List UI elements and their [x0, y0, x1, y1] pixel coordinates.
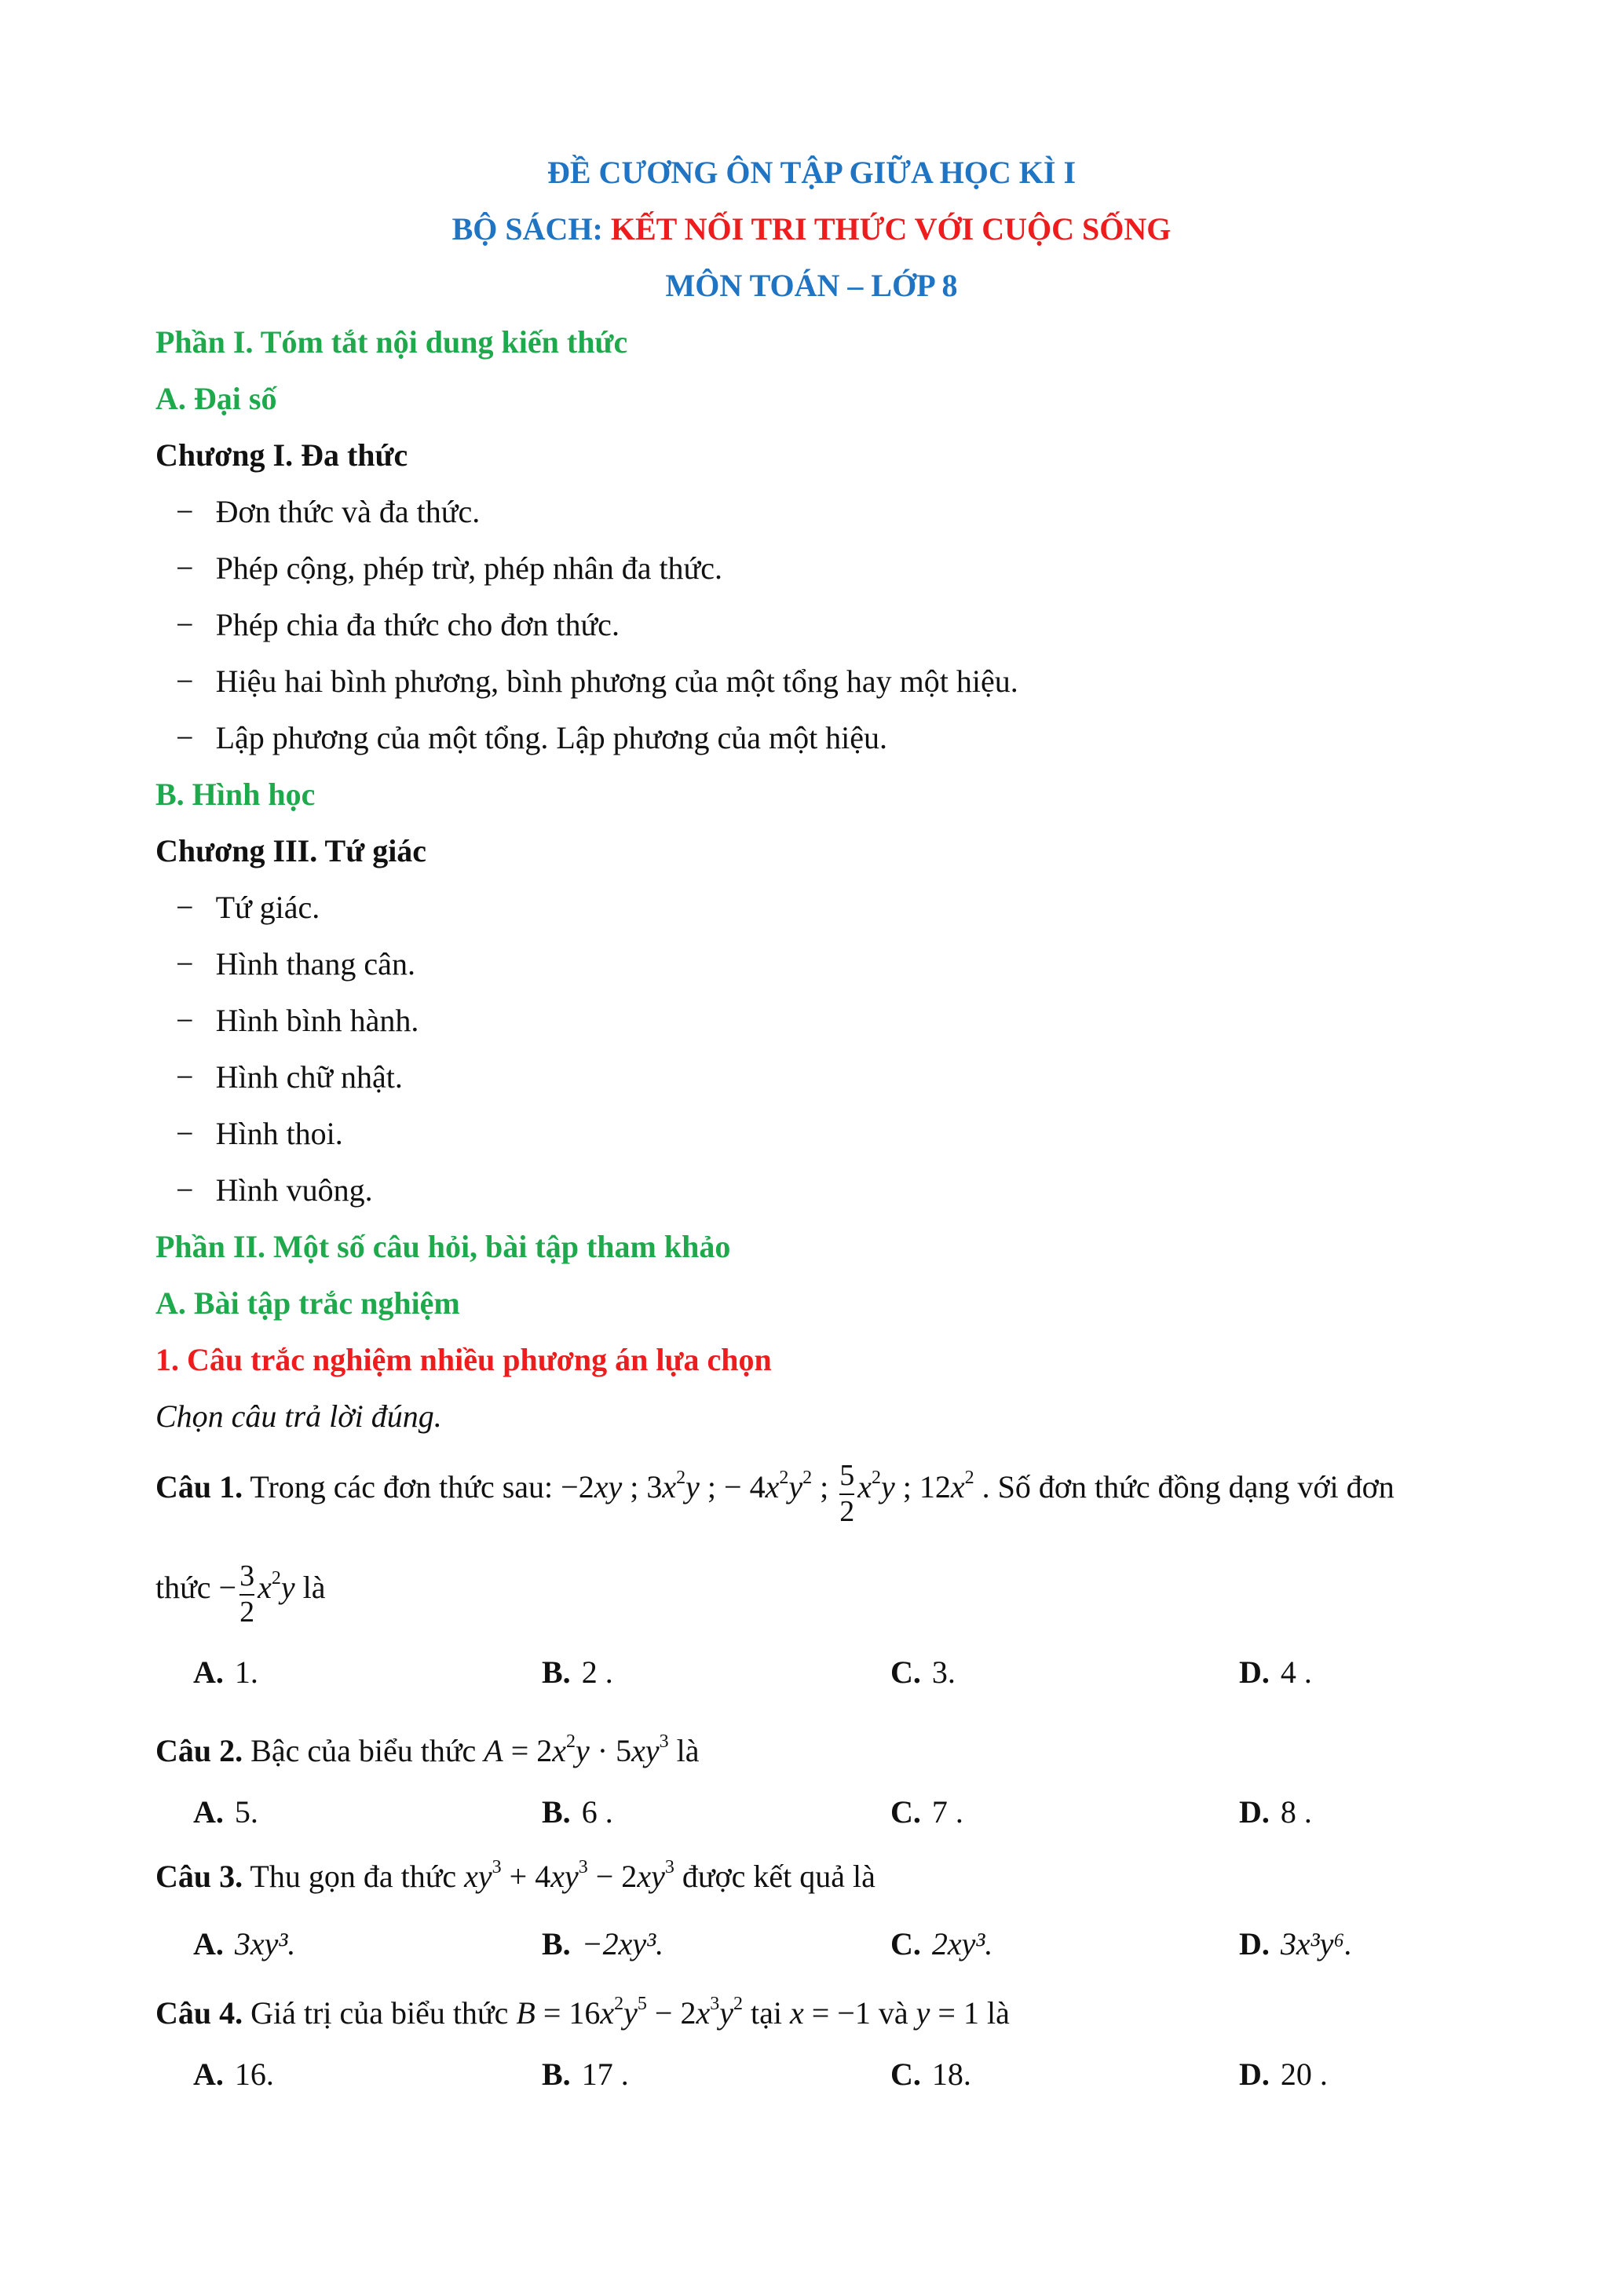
answer-option-a[interactable]: A. 1. — [193, 1654, 258, 1690]
math-expression: $A = 2x^2y \cdot 5xy^3$ — [484, 1731, 669, 1768]
bullet: − — [176, 720, 194, 755]
math-expression: x = −1 — [789, 1995, 871, 2031]
bullet: − — [176, 1116, 194, 1151]
math-expression: $xy^3 + 4xy^3 - 2xy^3$ — [464, 1857, 674, 1894]
answer-option-c[interactable]: C. 7 . — [890, 1794, 963, 1830]
multiple-choice-title: A. Bài tập trắc nghiệm — [155, 1285, 460, 1321]
list-item: − Phép cộng, phép trừ, phép nhân đa thức. — [176, 550, 722, 586]
answer-option-b[interactable]: B. 6 . — [542, 1794, 613, 1830]
answer-option-d[interactable]: D. 3x³y⁶. — [1239, 1926, 1353, 1961]
instruction: Chọn câu trả lời đúng. — [155, 1398, 442, 1434]
list-item: − Hình bình hành. — [176, 1003, 419, 1038]
answer-option-d[interactable]: D. 4 . — [1239, 1654, 1312, 1690]
geometry-chapter: Chương III. Tứ giác — [155, 833, 427, 868]
math-expression: $B = 16x^2y^5 - 2x^3y^2$ — [516, 1994, 743, 2031]
book-line — [0, 211, 1623, 247]
doc-title: ĐỀ CƯƠNG ÔN TẬP GIỮA HỌC KÌ I — [546, 155, 1077, 190]
subject-grade: MÔN TOÁN – LỚP 8 — [665, 268, 958, 303]
question-4: Câu 4. Giá trị của biểu thức $B = 16x^2y^5 - 2x^3y^2$ tại x = −1 và y = 1 là — [155, 1994, 1010, 2031]
list-item: − Hiệu hai bình phương, bình phương của một tổng hay một hiệu. — [176, 664, 1018, 699]
list-item: − Hình vuông. — [176, 1172, 373, 1208]
subsection-title: 1. Câu trắc nghiệm nhiều phương án lựa chọn — [155, 1342, 772, 1377]
bullet: − — [176, 1172, 194, 1208]
answer-option-c[interactable]: C. 2xy³. — [890, 1926, 993, 1961]
bullet: − — [176, 1059, 194, 1095]
math-expression: −2xy ; $3x^2y$ ; − $4x^2y^2$ ; $\frac{5}{2}$ $x^2y$ ; $12x^2$ — [561, 1459, 974, 1528]
math-expression: − $\frac{3}{2}$ $x^2y$ — [218, 1559, 295, 1629]
question-label: Câu 1. — [155, 1468, 243, 1504]
question-label: Câu 4. — [155, 1995, 243, 2031]
list-item: − Lập phương của một tổng. Lập phương của một hiệu. — [176, 720, 888, 755]
list-item: − Phép chia đa thức cho đơn thức. — [176, 607, 620, 642]
question-2: Câu 2. Bậc của biểu thức $A = 2x^2y \cdot 5xy^3$ là — [155, 1731, 700, 1768]
book-name: KẾT NỐI TRI THỨC VỚI CUỘC SỐNG — [610, 211, 1172, 247]
answer-option-a[interactable]: A. 3xy³. — [193, 1926, 296, 1961]
bullet: − — [176, 890, 194, 925]
list-item: − Hình thang cân. — [176, 946, 415, 982]
part2-title: Phần II. Một số câu hỏi, bài tập tham khảo — [155, 1229, 731, 1264]
bullet: − — [176, 494, 194, 529]
list-item: − Hình chữ nhật. — [176, 1059, 403, 1095]
question-label: Câu 3. — [155, 1859, 243, 1894]
question-1: Câu 1. Trong các đơn thức sau: −2xy ; $3x^2y$ ; − $4x^2y^2$ ; $\frac{5}{2}$ $x^2y$ ; $12x^2$ . Số đơn thức đồng dạng với đơn — [155, 1459, 1395, 1528]
geometry-title: B. Hình học — [155, 777, 316, 812]
bullet: − — [176, 607, 194, 642]
question-label: Câu 2. — [155, 1733, 243, 1768]
answer-option-a[interactable]: A. 16. — [193, 2057, 274, 2092]
part1-title: Phần I. Tóm tắt nội dung kiến thức — [155, 324, 628, 360]
bullet: − — [176, 550, 194, 586]
math-expression: y = 1 — [916, 1995, 979, 2031]
answer-option-a[interactable]: A. 5. — [193, 1794, 258, 1830]
bullet: − — [176, 946, 194, 982]
algebra-chapter: Chương I. Đa thức — [155, 437, 408, 473]
algebra-title: A. Đại số — [155, 381, 277, 416]
answer-option-c[interactable]: C. 3. — [890, 1654, 956, 1690]
question-3: Câu 3. Thu gọn đa thức $xy^3 + 4xy^3 - 2xy^3$ được kết quả là — [155, 1857, 875, 1894]
bullet: − — [176, 1003, 194, 1038]
book-prefix: BỘ SÁCH: — [451, 211, 611, 247]
answer-option-c[interactable]: C. 18. — [890, 2057, 971, 2092]
bullet: − — [176, 664, 194, 699]
answer-option-d[interactable]: D. 8 . — [1239, 1794, 1312, 1830]
list-item: − Tứ giác. — [176, 890, 320, 925]
list-item: − Hình thoi. — [176, 1116, 343, 1151]
answer-option-d[interactable]: D. 20 . — [1239, 2057, 1328, 2092]
answer-option-b[interactable]: B. 2 . — [542, 1654, 613, 1690]
answer-option-b[interactable]: B. −2xy³. — [542, 1926, 664, 1961]
question-1-cont: thức − $\frac{3}{2}$ $x^2y$ là — [155, 1559, 326, 1629]
list-item: − Đơn thức và đa thức. — [176, 494, 481, 529]
answer-option-b[interactable]: B. 17 . — [542, 2057, 629, 2092]
